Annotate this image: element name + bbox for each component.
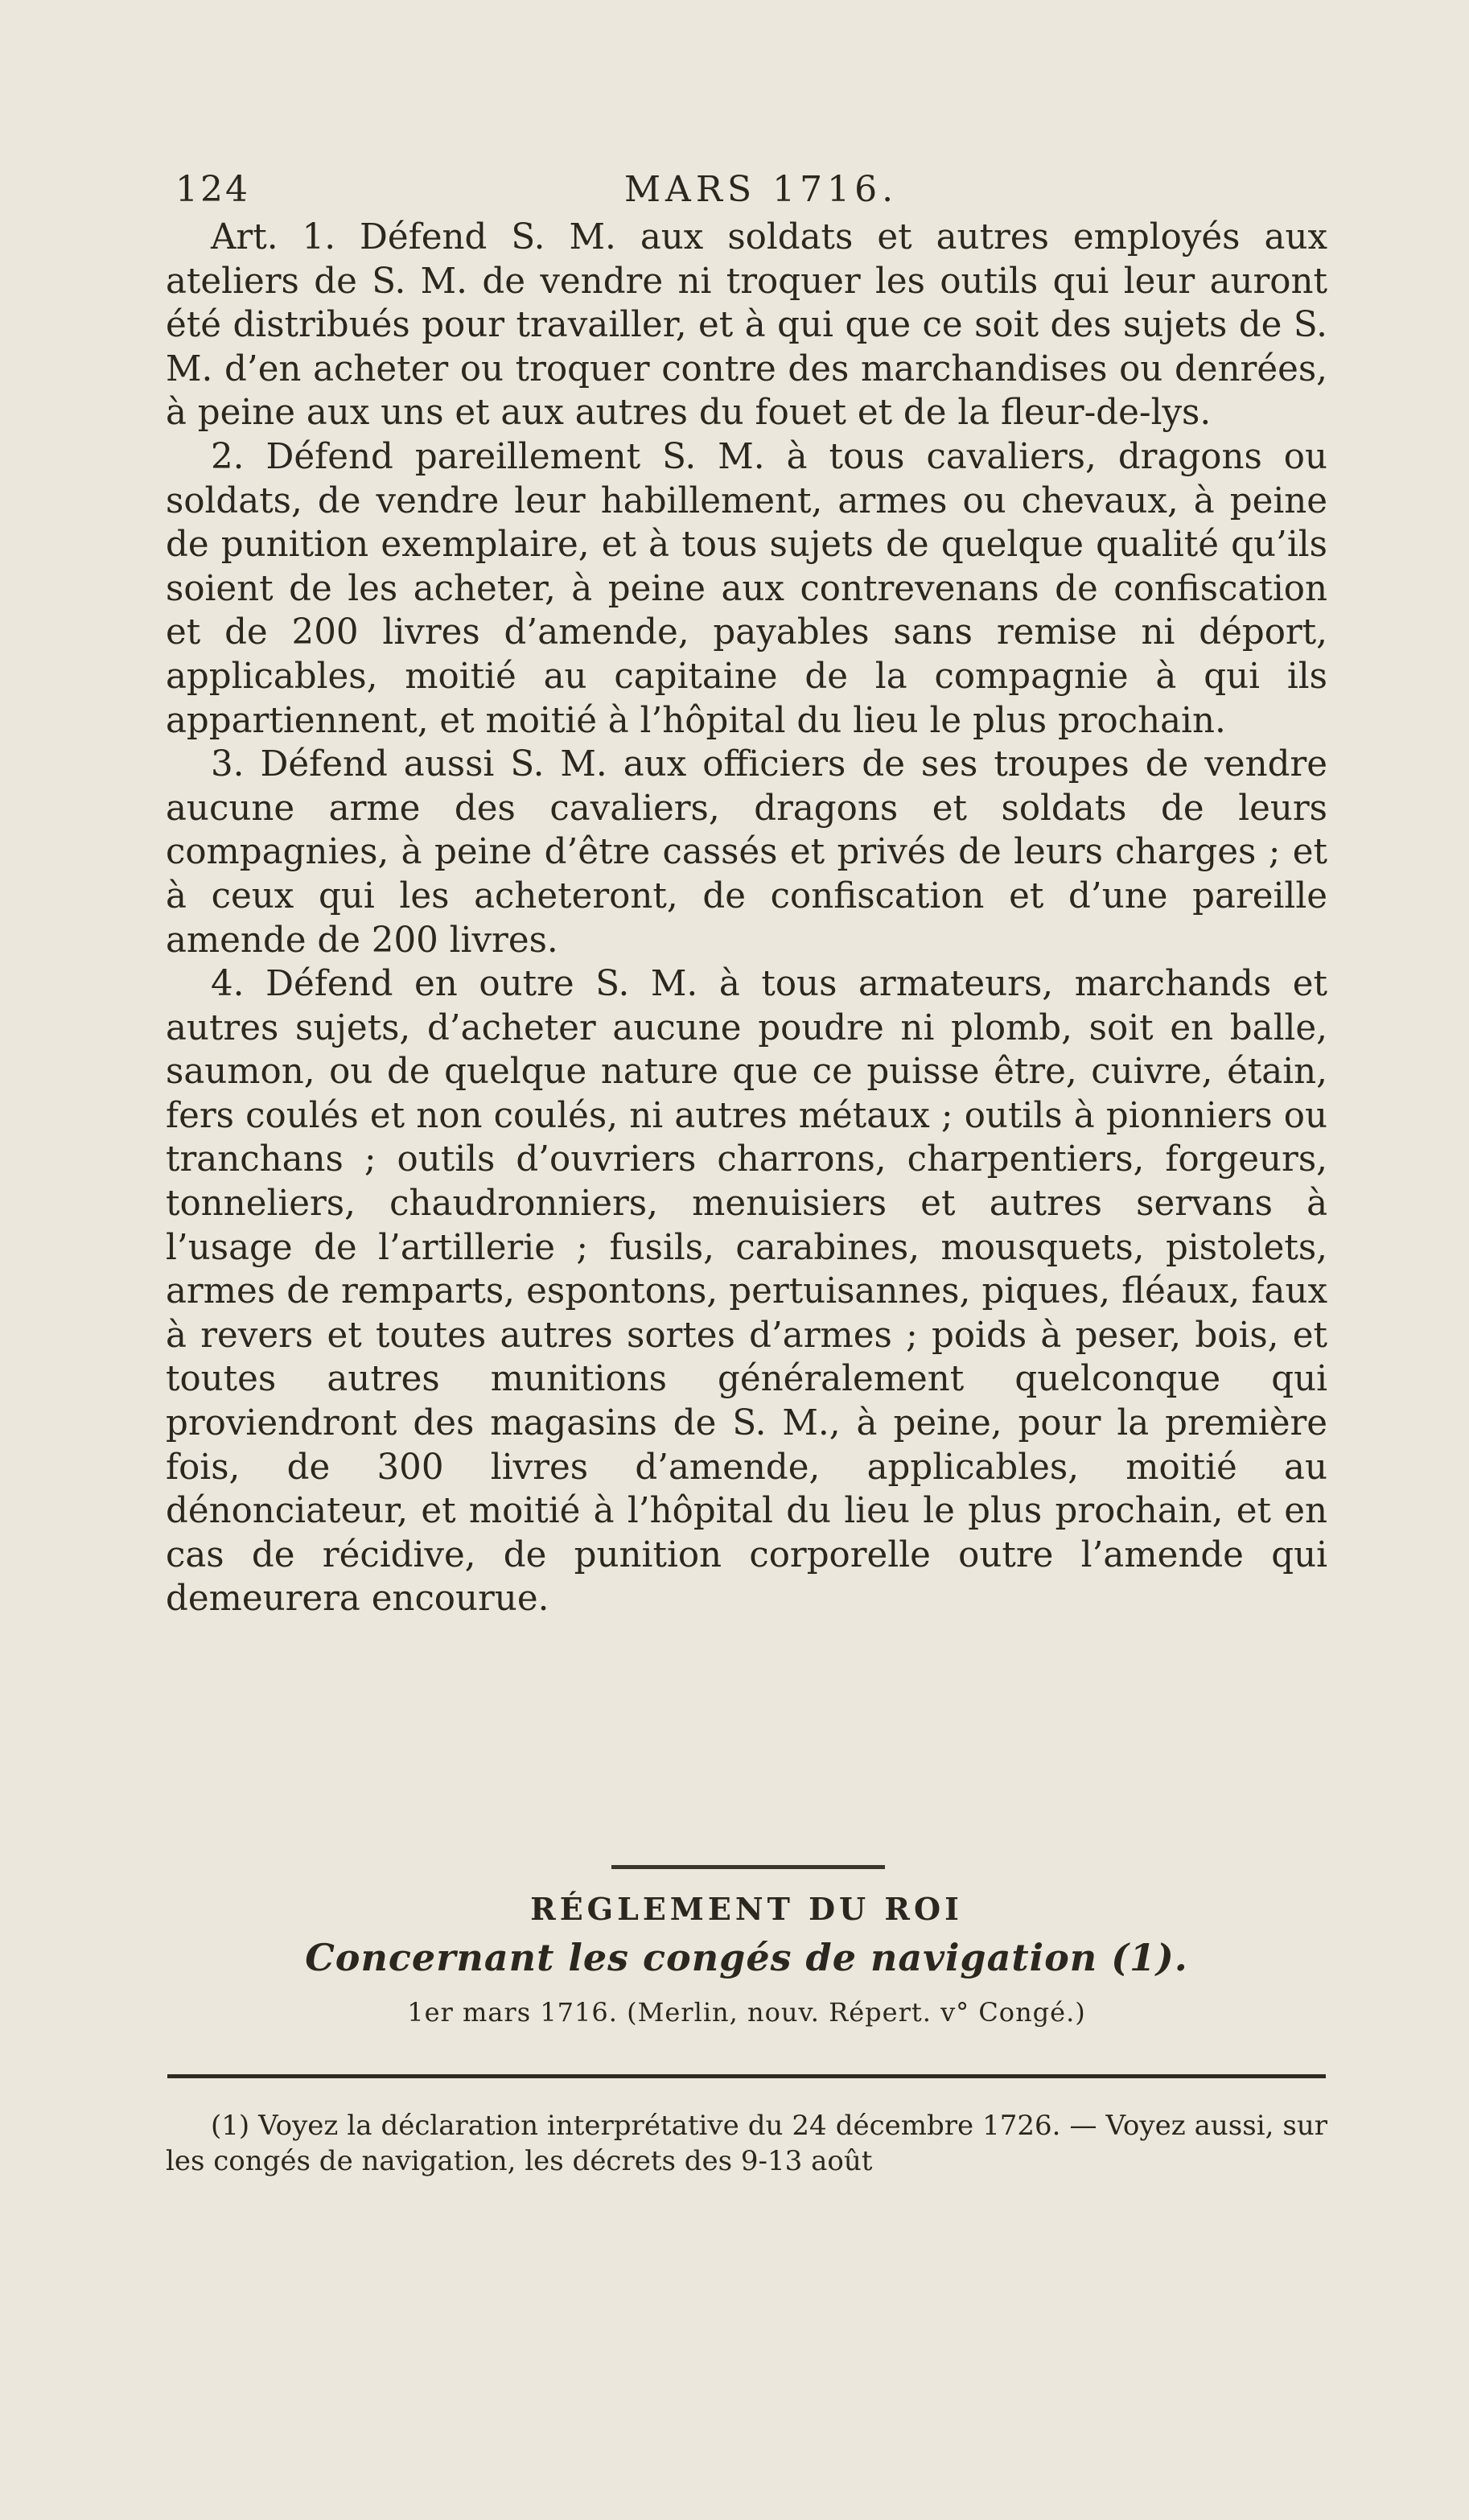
section-heading: RÉGLEMENT DU ROI	[530, 1891, 963, 1927]
article-3: 3. Défend aussi S. M. aux officiers de ses troupes de vendre aucune arme des cavaliers, dragons et soldats de leurs compagnies, à peine d’être cassés et privés de leurs charges ; et à ceux qui les acheteront, de confiscation et d’une pareille amende de 200 livres.	[166, 744, 1327, 961]
main-text	[166, 216, 1327, 1621]
section-subheading: Concernant les congés de navigation (1).	[305, 1936, 1188, 1979]
page-number: 124	[175, 169, 250, 210]
article-1: Art. 1. Défend S. M. aux soldats et autres employés aux ateliers de S. M. de vendre ni troquer les outils qui leur auront été distribués pour travailler, et à qui que ce soit des sujets de S. M. d’en acheter ou troquer contre des marchandises ou denrées, à peine aux uns et aux autres du fouet et de la fleur-de-lys.	[166, 217, 1327, 434]
footnote	[166, 2108, 1327, 2179]
running-head: MARS 1716.	[624, 169, 899, 210]
article-4: 4. Défend en outre S. M. à tous armateurs, marchands et autres sujets, d’acheter aucune poudre ni plomb, soit en balle, saumon, ou de quelque nature que ce puisse être, cuivre, étain, fers coulés et non coulés, ni autres métaux ; outils à pionniers ou tranchans ; outils d’ouvriers charrons, charpentiers, forgeurs, tonneliers, chaudronniers, menuisiers et autres servans à l’usage de l’artillerie ; fusils, carabines, mousquets, pistolets, armes de remparts, espontons, pertuisannes, piques, fléaux, faux à revers et toutes autres sortes d’armes ; poids à peser, bois, et toutes autres munitions généralement quelconque qui proviendront des magasins de S. M., à peine, pour la première fois, de 300 livres d’amende, applicables, moitié au dénonciateur, et moitié à l’hôpital du lieu le plus prochain, et en cas de récidive, de punition corporelle outre l’amende qui demeurera encourue.	[166, 964, 1327, 1620]
article-2: 2. Défend pareillement S. M. à tous cavaliers, dragons ou soldats, de vendre leur habillement, armes ou chevaux, à peine de punition exemplaire, et à tous sujets de quelque qualité qu’ils soient de les acheter, à peine aux contrevenans de confiscation et de 200 livres d’amende, payables sans remise ni déport, applicables, moitié au capitaine de la compagnie à qui ils appartiennent, et moitié à l’hôpital du lieu le plus prochain.	[166, 436, 1327, 741]
page-header	[175, 169, 1334, 217]
footnote-text: (1) Voyez la déclaration interprétative du 24 décembre 1726. — Voyez aussi, sur les congés de navigation, les décrets des 9-13 août	[166, 2110, 1327, 2177]
footnote-divider	[167, 2074, 1326, 2078]
section-dateline: 1er mars 1716. (Merlin, nouv. Répert. v° Congé.)	[407, 1997, 1086, 2028]
section-divider	[611, 1865, 885, 1869]
